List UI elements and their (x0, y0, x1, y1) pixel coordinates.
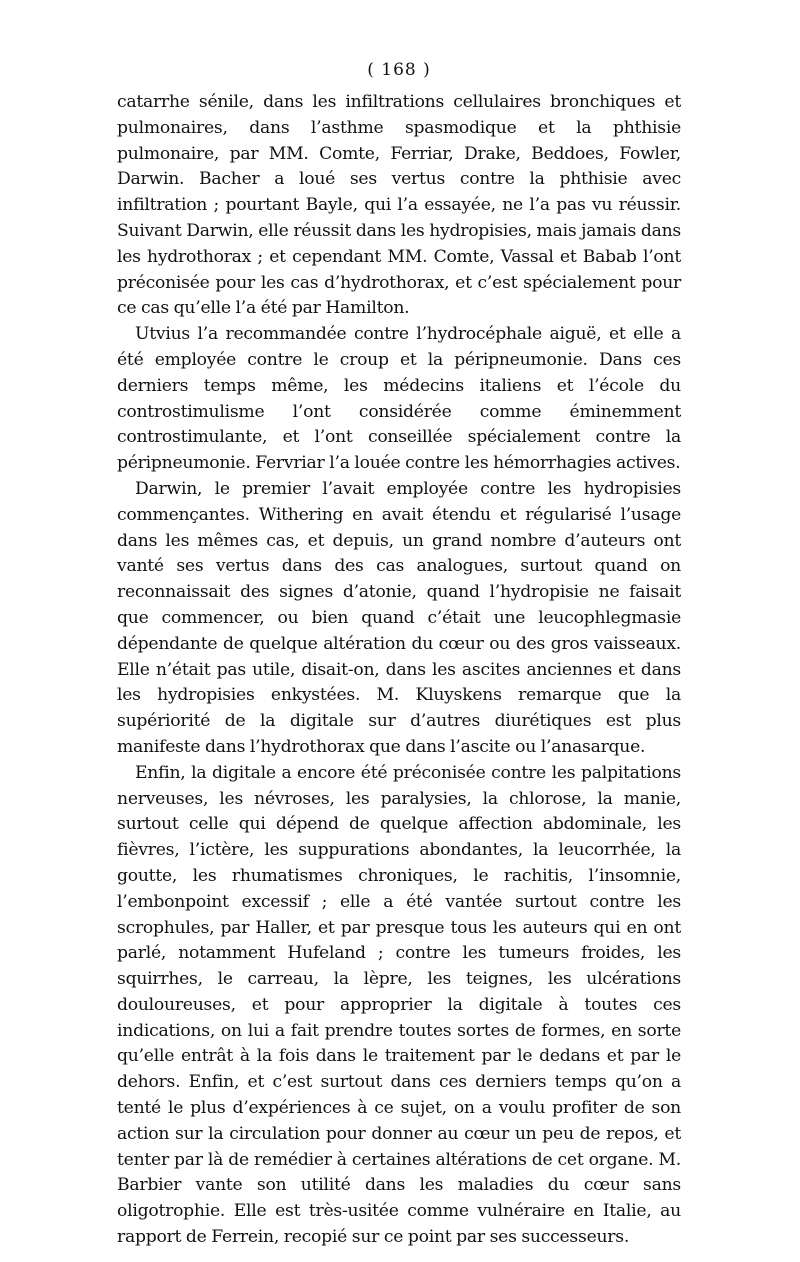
page-number: ( 168 ) (367, 60, 431, 80)
book-page (117, 58, 681, 1251)
paragraph-4: Enfin, la digitale a encore été préconisée contre les palpitations nerveuses, les névroses, les paralysies, la chlorose, la manie, surtout celle qui dépend de quelque affection abdominale, les fièvres, l’ictère, les suppurations abondantes, la leucorrhée, la goutte, les rhumatismes chroniques, le rachitis, l’insomnie, l’embonpoint excessif ; elle a été vantée surtout contre les scrophules, par Haller, et par presque tous les auteurs qui en ont parlé, notamment Hufeland ; contre les tumeurs froides, les squirrhes, le carreau, la lèpre, les teignes, les ulcérations douloureuses, et pour approprier la digitale à toutes ces indications, on lui a fait prendre toutes sortes de formes, en sorte qu’elle entrât à la fois dans le traitement par le dedans et par le dehors. Enfin, et c’est surtout dans ces derniers temps qu’on a tenté le plus d’expériences à ce sujet, on a voulu profiter de son action sur la circulation pour donner au cœur un peu de repos, et tenter par là de remédier à certaines altérations de cet organe. M. Barbier vante son utilité dans les maladies du cœur sans oligotrophie. Elle est très-usitée comme vulnéraire en Italie, au rapport de Ferrein, recopié sur ce point par ses successeurs. (117, 762, 681, 1248)
paragraph-3: Darwin, le premier l’avait employée contre les hydropisies commençantes. Withering en avait étendu et régularisé l’usage dans les mêmes cas, et depuis, un grand nombre d’auteurs ont vanté ses vertus dans des cas analogues, surtout quand on reconnaissait des signes d’atonie, quand l’hydropisie ne faisait que commencer, ou bien quand c’était une leucophlegmasie dépendante de quelque altération du cœur ou des gros vaisseaux. Elle n’était pas utile, disait-on, dans les ascites anciennes et dans les hydropisies enkystées. M. Kluyskens remarque que la supériorité de la digitale sur d’autres diurétiques est plus manifeste dans l’hydrothorax que dans l’ascite ou l’anasarque. (117, 478, 681, 757)
paragraph-2: Utvius l’a recommandée contre l’hydrocéphale aiguë, et elle a été employée contre le croup et la péripneumonie. Dans ces derniers temps même, les médecins italiens et l’école du controstimulisme l’ont considérée comme éminemment controstimulante, et l’ont conseillée spécialement contre la péripneumonie. Fervriar l’a louée contre les hémorrhagies actives. (117, 324, 681, 474)
paragraph-1: catarrhe sénile, dans les infiltrations cellulaires bronchiques et pulmonaires, dans l’asthme spasmodique et la phthisie pulmonaire, par MM. Comte, Ferriar, Drake, Beddoes, Fowler, Darwin. Bacher a loué ses vertus contre la phthisie avec infiltration ; pourtant Bayle, qui l’a essayée, ne l’a pas vu réussir. Suivant Darwin, elle réussit dans les hydropisies, mais jamais dans les hydrothorax ; et cependant MM. Comte, Vassal et Babab l’ont préconisée pour les cas d’hydrothorax, et c’est spécialement pour ce cas qu’elle l’a été par Hamilton. (117, 92, 681, 319)
